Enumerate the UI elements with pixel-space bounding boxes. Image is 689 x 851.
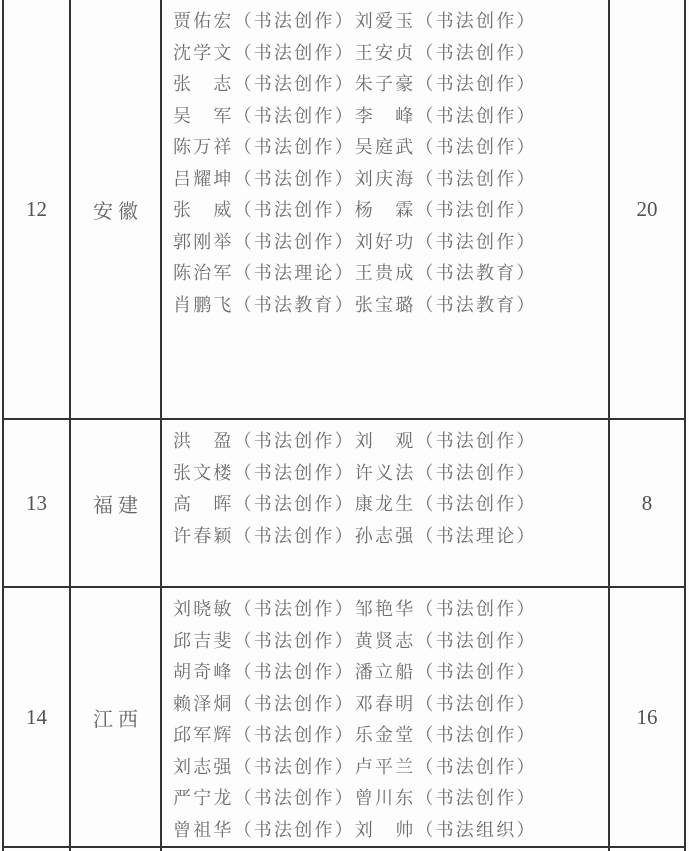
member-line: 张文楼（书法创作）许义法（书法创作） (173, 462, 537, 483)
member-line: 张 威（书法创作）杨 霖（书法创作） (173, 200, 537, 220)
table-row (3, 587, 685, 847)
member-line: 刘志强（书法创作）卢平兰（书法创作） (173, 756, 537, 777)
member-line: 贾佑宏（书法创作）刘爱玉（书法创作） (173, 11, 537, 31)
partial-next-row-cell (70, 847, 161, 851)
row-index-cell: 13 (3, 419, 70, 587)
member-line: 吕耀坤（书法创作）刘庆海（书法创作） (173, 168, 537, 189)
row-count-cell: 8 (609, 419, 685, 587)
member-line: 陈治军（书法理论）王贵成（书法教育） (173, 263, 537, 283)
member-line: 肖鹏飞（书法教育）张宝璐（书法教育） (173, 294, 537, 315)
row-members-cell (161, 587, 609, 847)
row-count-cell: 16 (609, 587, 685, 847)
row-region-cell: 江西 (70, 587, 161, 847)
row-index-cell: 14 (3, 587, 70, 847)
table-row (3, 0, 685, 419)
row-region-cell: 福建 (70, 419, 161, 587)
member-line: 沈学文（书法创作）王安贞（书法创作） (173, 42, 537, 63)
member-line: 邱军辉（书法创作）乐金堂（书法创作） (173, 725, 537, 745)
partial-next-row-cell (609, 847, 685, 851)
member-line: 洪 盈（书法创作）刘 观（书法创作） (173, 431, 537, 451)
member-line: 赖泽烔（书法创作）邓春明（书法创作） (173, 693, 537, 714)
member-line: 陈万祥（书法创作）吴庭武（书法创作） (173, 137, 537, 157)
roster-table (2, 0, 686, 851)
roster-table-body (3, 0, 685, 851)
member-line: 严宁龙（书法创作）曾川东（书法创作） (173, 788, 537, 808)
partial-next-row-cell (161, 847, 609, 851)
member-line: 张 志（书法创作）朱子豪（书法创作） (173, 74, 537, 94)
partial-next-row (3, 847, 685, 851)
member-line: 胡奇峰（书法创作）潘立船（书法创作） (173, 662, 537, 682)
row-region-cell: 安徽 (70, 0, 161, 419)
table-row (3, 419, 685, 587)
row-index-cell: 12 (3, 0, 70, 419)
row-count-cell: 20 (609, 0, 685, 419)
row-members-cell (161, 0, 609, 419)
member-line: 许春颖（书法创作）孙志强（书法理论） (173, 525, 537, 546)
member-line: 郭刚举（书法创作）刘好功（书法创作） (173, 231, 537, 252)
member-line: 邱吉斐（书法创作）黄贤志（书法创作） (173, 630, 537, 651)
partial-next-row-cell (3, 847, 70, 851)
member-line: 吴 军（书法创作）李 峰（书法创作） (173, 105, 537, 126)
member-line: 曾祖华（书法创作）刘 帅（书法组织） (173, 819, 537, 840)
member-line: 刘晓敏（书法创作）邹艳华（书法创作） (173, 599, 537, 619)
row-members-cell (161, 419, 609, 587)
member-line: 高 晖（书法创作）康龙生（书法创作） (173, 494, 537, 514)
